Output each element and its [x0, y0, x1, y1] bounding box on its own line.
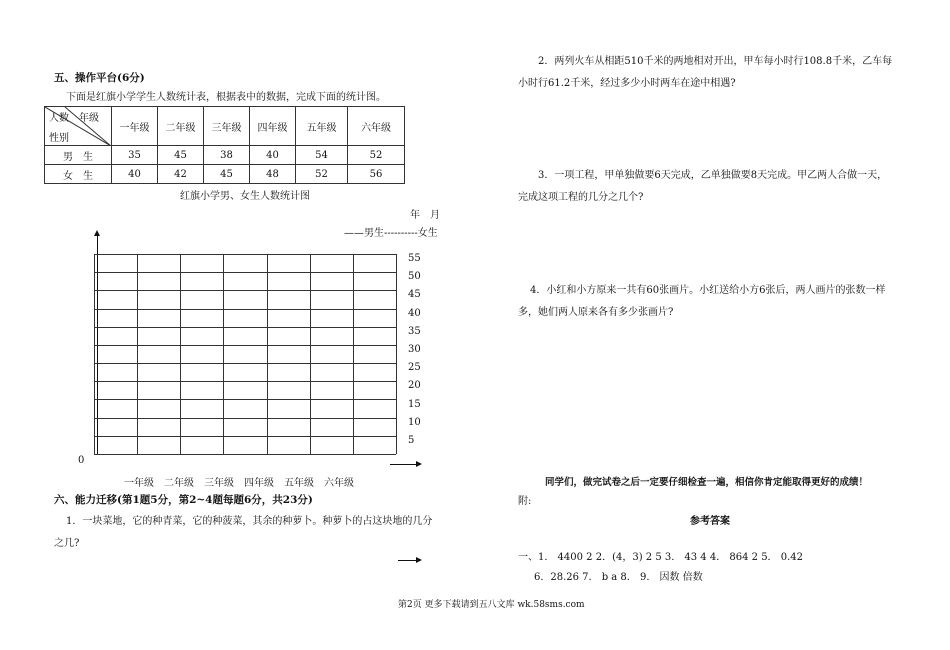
table-cell: 56	[348, 165, 405, 184]
grid-line-horizontal	[94, 290, 396, 291]
chart-grid	[94, 254, 396, 454]
table-cell: 45	[204, 165, 250, 184]
table-cell: 42	[158, 165, 204, 184]
grid-line-vertical	[137, 254, 138, 454]
row-label: 女 生	[45, 165, 112, 184]
encouragement-text: 同学们，做完试卷之后一定要仔细检查一遍，相信你肯定能取得更好的成绩！	[545, 477, 869, 488]
y-tick-label: 50	[408, 271, 421, 283]
section-6-title: 六、能力迁移(第1题5分，第2~4题每题6分，共23分)	[54, 494, 313, 506]
y-tick-label: 25	[408, 362, 421, 374]
grid-line-horizontal	[94, 399, 396, 400]
table-cell: 35	[112, 146, 158, 165]
question-4-line2: 多，她们两人原来各有多少张画片?	[518, 307, 674, 318]
chart-legend: ——男生----------女生	[344, 228, 438, 239]
chart-title: 红旗小学男、女生人数统计图	[180, 191, 310, 202]
x-axis-arrow	[390, 464, 420, 465]
y-tick-label: 35	[408, 325, 421, 337]
grid-line-vertical	[267, 254, 268, 454]
origin-label: 0	[78, 455, 85, 466]
row-label: 男 生	[45, 146, 112, 165]
question-2-line1: 2．两列火车从相距510千米的两地相对开出，甲车每小时行108.8千米，乙车每	[538, 56, 893, 67]
y-tick-label: 5	[408, 434, 415, 446]
grid-line-vertical	[223, 254, 224, 454]
question-4-line1: 4．小红和小方原来一共有60张画片。小红送给小方6张后，两人画片的张数一样	[530, 285, 886, 296]
question-1-line1: 1．一块菜地，它的种青菜，它的种菠菜，其余的种萝卜。种萝卜的占这块地的几分	[66, 516, 433, 527]
grade-header: 五年级	[296, 107, 348, 146]
y-tick-label: 20	[408, 380, 421, 392]
section-5-intro: 下面是红旗小学学生人数统计表，根据表中的数据，完成下面的统计图。	[66, 92, 386, 103]
table-cell: 40	[112, 165, 158, 184]
grade-header: 三年级	[204, 107, 250, 146]
table-cell: 52	[348, 146, 405, 165]
question-3-line2: 完成这项工程的几分之几个?	[518, 192, 644, 203]
y-tick-label: 45	[408, 289, 421, 301]
grid-line-horizontal	[94, 327, 396, 328]
grade-header: 六年级	[348, 107, 405, 146]
grid-line-horizontal	[94, 418, 396, 419]
table-row	[45, 165, 405, 184]
grade-header: 二年级	[158, 107, 204, 146]
table-cell: 40	[250, 146, 296, 165]
table-corner-cell	[45, 107, 112, 146]
question-2-line2: 小时行61.2千米，经过多少小时两车在途中相遇?	[518, 78, 736, 89]
grid-line-vertical	[310, 254, 311, 454]
table-cell: 54	[296, 146, 348, 165]
y-tick-label: 15	[408, 398, 421, 410]
grade-header: 一年级	[112, 107, 158, 146]
grid-line-vertical	[353, 254, 354, 454]
table-cell: 48	[250, 165, 296, 184]
table-cell: 38	[204, 146, 250, 165]
table-cell: 45	[158, 146, 204, 165]
y-tick-label: 10	[408, 416, 421, 428]
corner-top-label: 人数 年级	[49, 113, 99, 124]
grid-line-horizontal	[94, 381, 396, 382]
y-tick-label: 30	[408, 344, 421, 355]
table-row	[45, 146, 405, 165]
answers-title: 参考答案	[690, 516, 730, 527]
question-3-line1: 3．一项工程，甲单独做要6天完成，乙单独做要8天完成。甲乙两人合做一天，	[538, 170, 888, 181]
chart-date: 年 月	[410, 210, 440, 221]
student-count-table	[44, 106, 405, 184]
y-tick-label: 40	[408, 307, 421, 319]
question-1-line2: 之几?	[54, 538, 80, 549]
grid-line-vertical	[180, 254, 181, 454]
grid-line-horizontal	[94, 309, 396, 310]
answers-line-1: 一、1． 4400 2 2．(4，3) 2 5 3． 43 4 4． 864 2 5． 0.42	[518, 552, 803, 563]
grid-line-horizontal	[94, 272, 396, 273]
page-footer: 第2页 更多下载请到五八文库 wk.58sms.com	[398, 600, 585, 610]
answers-line-2: 6．28.26 7． b a 8． 9． 因数 倍数	[534, 572, 703, 583]
grid-line-horizontal	[94, 436, 396, 437]
grid-line-horizontal	[94, 454, 396, 455]
arrow-decoration	[398, 560, 420, 561]
grid-line-horizontal	[94, 345, 396, 346]
grid-line-horizontal	[94, 254, 396, 255]
table-cell: 52	[296, 165, 348, 184]
grid-line-vertical	[396, 254, 397, 454]
x-axis-labels: 一年级 二年级 三年级 四年级 五年级 六年级	[124, 478, 354, 489]
appendix-label: 附:	[518, 496, 532, 507]
corner-bottom-label: 性别	[49, 133, 69, 144]
grid-line-horizontal	[94, 363, 396, 364]
section-5-title: 五、操作平台(6分)	[54, 72, 145, 84]
grade-header: 四年级	[250, 107, 296, 146]
grid-line-vertical	[94, 254, 95, 454]
y-tick-label: 55	[408, 253, 421, 265]
